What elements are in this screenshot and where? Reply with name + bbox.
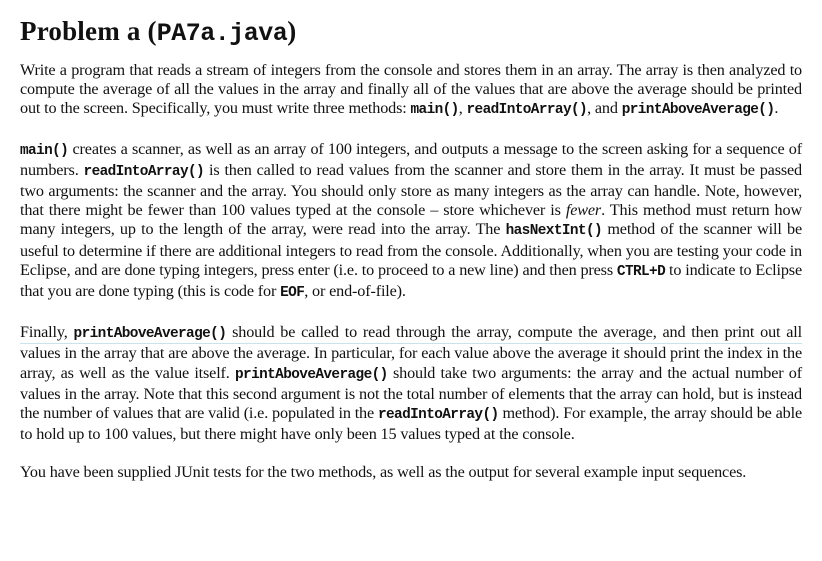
title-filename: PA7a.java	[156, 19, 288, 48]
text-run: , or end-of-file).	[304, 282, 406, 301]
code-eof: EOF	[280, 285, 305, 302]
code-print-above-average: printAboveAverage()	[235, 366, 388, 383]
intro-paragraph	[20, 61, 802, 121]
emphasis-fewer: fewer	[565, 201, 602, 220]
code-read-into-array: readIntoArray()	[377, 407, 499, 424]
title-prefix: Problem a (	[20, 16, 157, 46]
code-read-into-array: readIntoArray()	[466, 102, 588, 119]
text-run: , and	[587, 99, 622, 118]
code-read-into-array: readIntoArray()	[83, 163, 205, 180]
document-page	[20, 14, 802, 483]
junit-note-paragraph	[20, 463, 802, 482]
paragraph-divider	[20, 343, 802, 344]
text-run: . This method must return how many integers, up to the length of the array, were read into the array. The	[20, 201, 802, 239]
text-run: method of the scanner will be useful to determine if there are additional integers to read from the console. Additionally, when you are testing your code in Eclipse, and are done typing integers, press enter (i.e. to proceed to a new line) and then press	[20, 220, 802, 279]
title-suffix: )	[287, 16, 297, 46]
text-run: Finally,	[20, 323, 74, 342]
text-run: method). For example, the array should be able to hold up to 100 values, but there might have only been 15 values typed at the console.	[20, 404, 802, 444]
text-run: ,	[458, 99, 467, 118]
code-ctrl-d: CTRL+D	[616, 263, 666, 280]
text-run: to indicate to Eclipse that you are done typing (this is code for	[20, 260, 802, 301]
code-has-next-int: hasNextInt()	[505, 223, 603, 240]
text-run: You have been supplied JUnit tests for the two methods, as well as the output for several example input sequences.	[20, 463, 747, 482]
code-print-above-average: printAboveAverage()	[73, 326, 227, 343]
text-run: should take two arguments: the array and the actual number of values in the array. Note that this second argument is not the total number of elements that the array can hold, but is instead the number of values that are valid (i.e. populated in the	[20, 363, 802, 423]
code-print-above-average: printAboveAverage()	[621, 102, 775, 119]
code-main: main()	[20, 142, 69, 159]
text-run: .	[774, 99, 779, 118]
page-title	[20, 14, 802, 51]
code-main: main()	[410, 102, 459, 119]
main-description-paragraph	[20, 140, 802, 304]
text-run: should be called to read through the array, compute the average, and then print out all values in the array that are above the average. In particular, for each value above the average it should print the index in the array, as well as the value itself.	[20, 323, 802, 382]
text-run: is then called to read values from the scanner and store them in the array. It must be passed two arguments: the scanner and the array. You should only store as many integers as the array can handle. Note, however, that there might be fewer than 100 values typed at the console – store whichever is	[20, 160, 802, 220]
print-description-paragraph	[20, 323, 802, 444]
text-run: creates a scanner, as well as an array of 100 integers, and outputs a message to the screen asking for a sequence of numbers.	[20, 139, 802, 179]
text-run: Write a program that reads a stream of integers from the console and stores them in an array. The array is then analyzed to compute the average of all the values in the array and finally all of the values that are above the average should be printed out to the screen. Specifically, you must write three methods:	[20, 61, 802, 118]
